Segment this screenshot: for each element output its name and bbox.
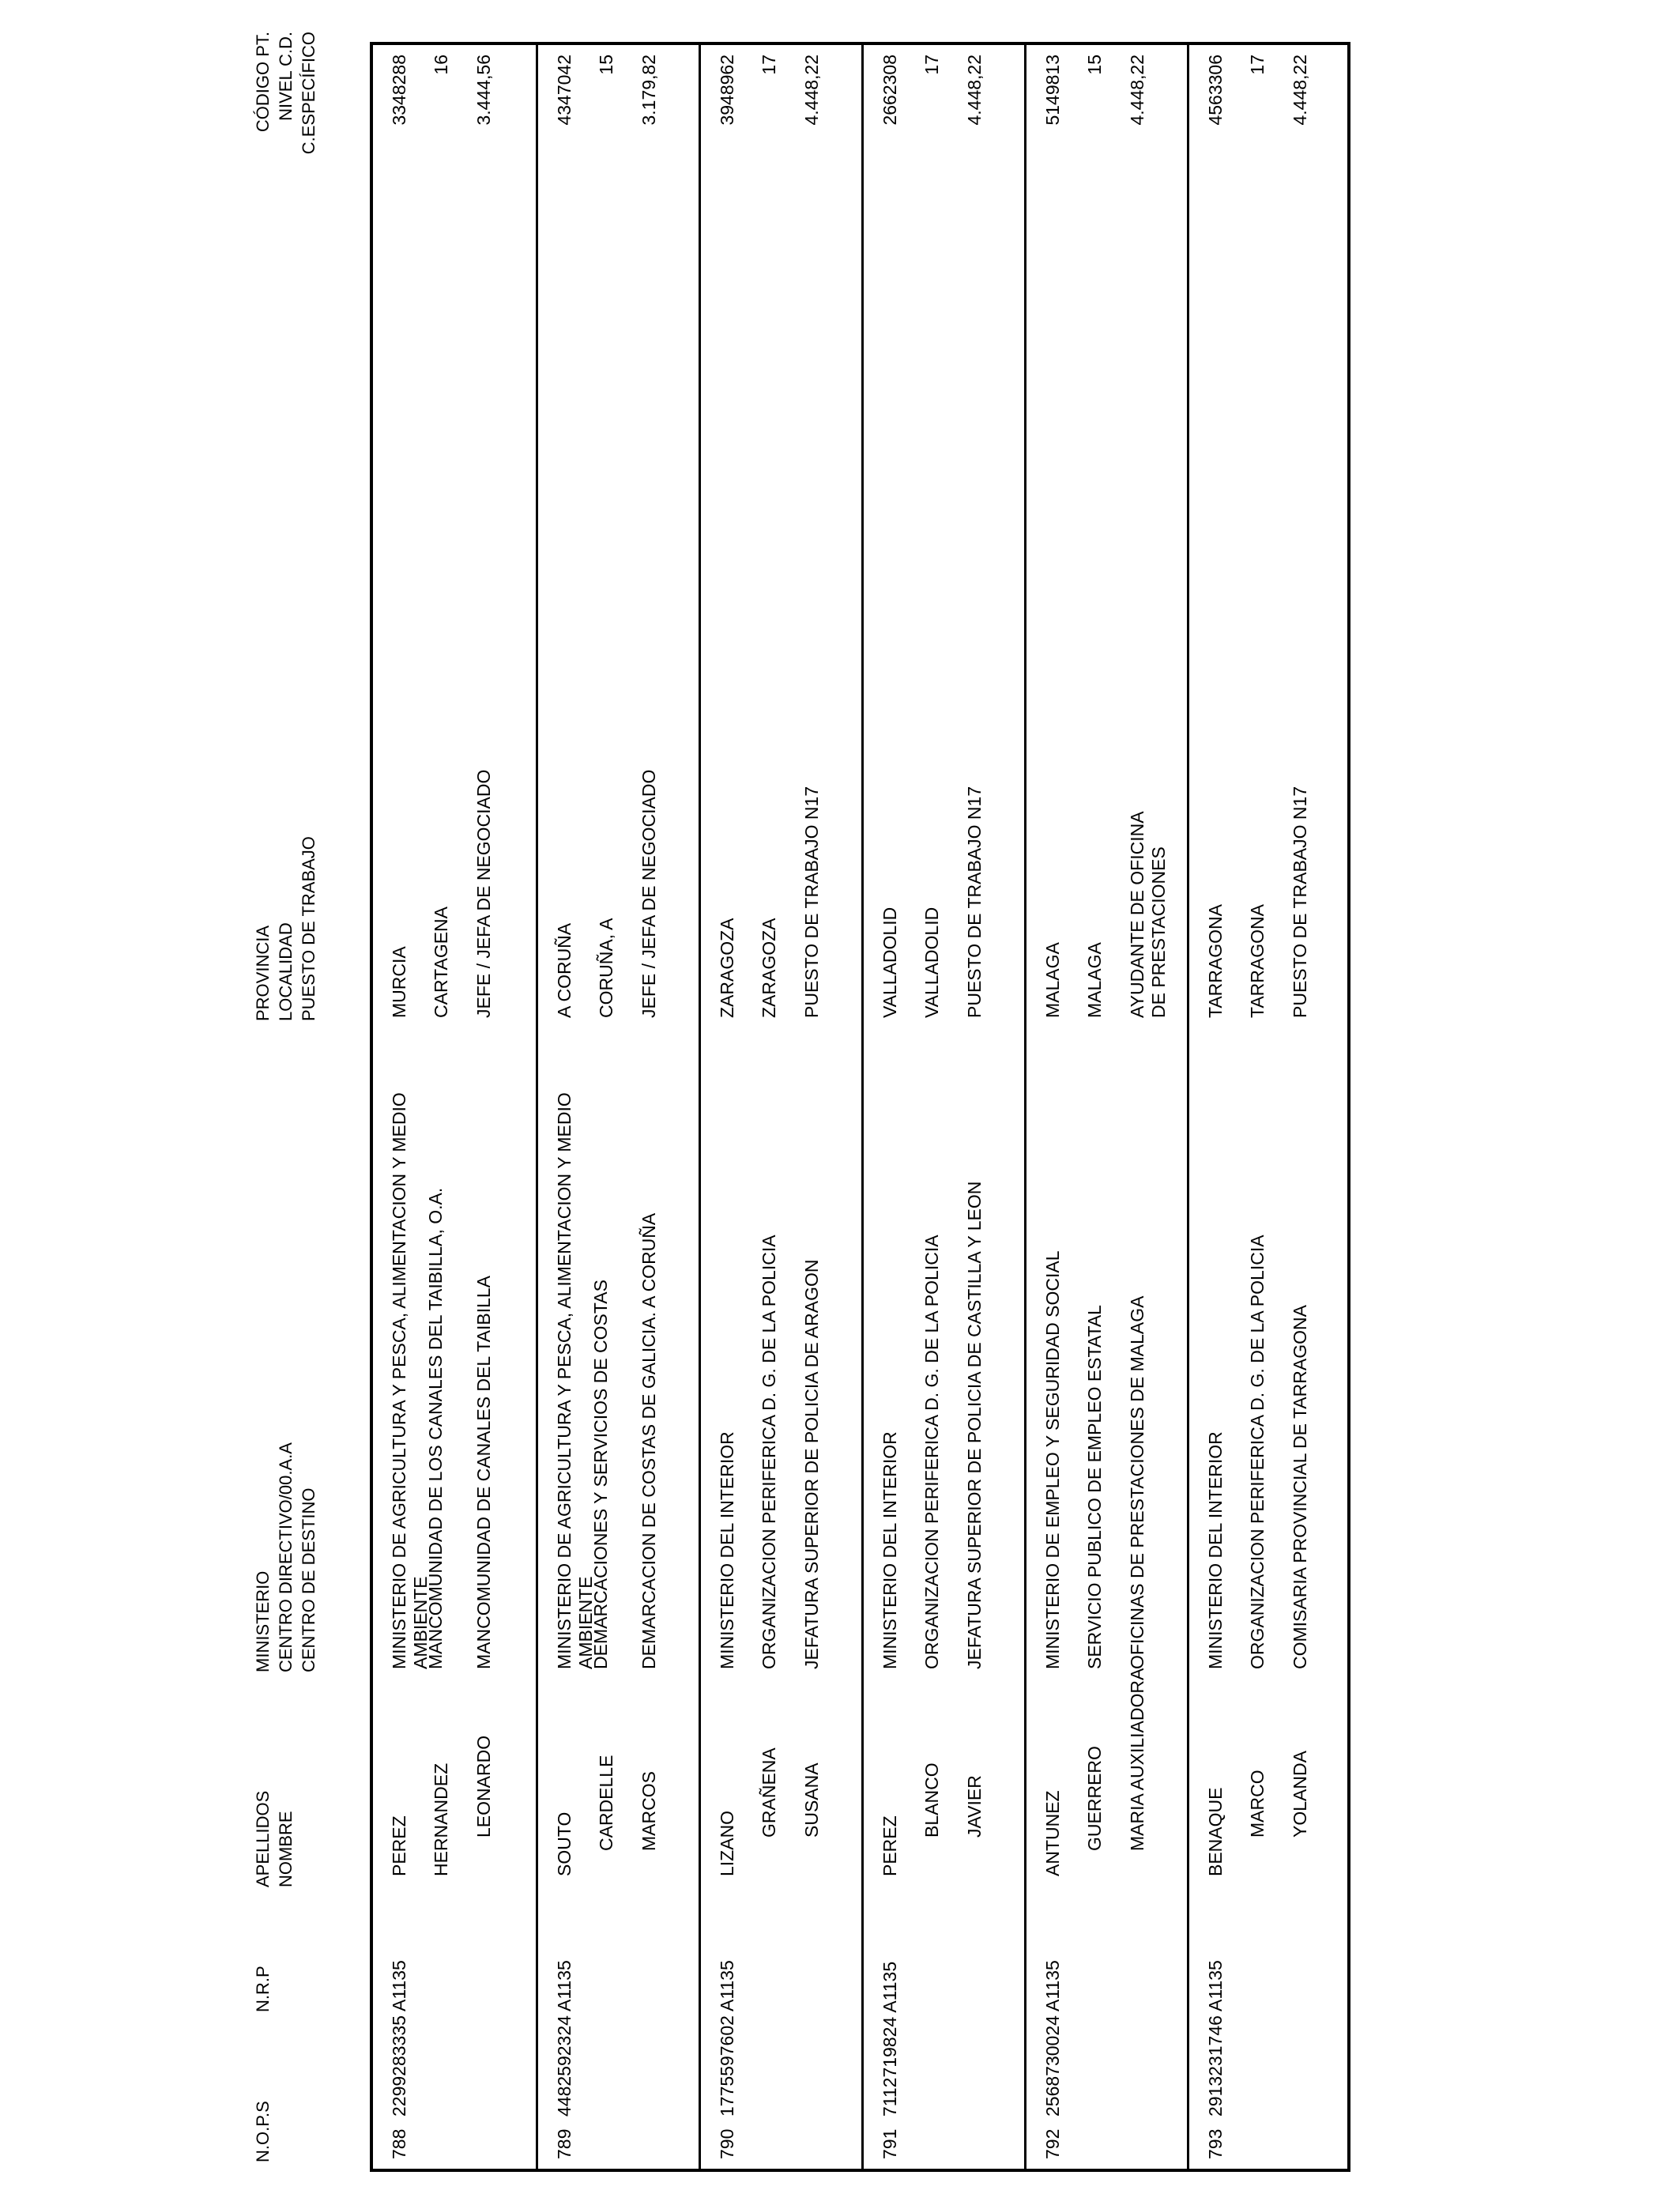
record-centro-destino: JEFATURA SUPERIOR DE POLICIA DE ARAGON <box>801 1259 822 1669</box>
record-centro-directivo: ORGANIZACION PERIFERICA D. G. DE LA POLICIA <box>1247 1235 1268 1669</box>
record-centro-destino: JEFATURA SUPERIOR DE POLICIA DE CASTILLA Y LEON <box>964 1181 985 1669</box>
record-localidad: VALLADOLID <box>921 907 942 1018</box>
record-centro-directivo: DEMARCACIONES Y SERVICIOS DE COSTAS <box>590 1280 611 1669</box>
record-puesto: PUESTO DE TRABAJO N17 <box>1290 786 1310 1018</box>
record-centro-directivo: ORGANIZACION PERIFERICA D. G. DE LA POLICIA <box>921 1235 942 1669</box>
record-nops: 789 <box>554 2128 574 2159</box>
record-nops: 792 <box>1042 2128 1063 2159</box>
record-provincia: ZARAGOZA <box>717 918 737 1018</box>
record-localidad: ZARAGOZA <box>759 918 779 1018</box>
header-puesto-label: PUESTO DE TRABAJO <box>299 836 318 1021</box>
record-especifico: 4.448,22 <box>801 55 822 126</box>
record-ministerio: MINISTERIO DEL INTERIOR <box>1205 1431 1226 1669</box>
table-row <box>864 45 1024 2169</box>
record-puesto: PUESTO DE TRABAJO N17 <box>801 786 822 1018</box>
record-codigo: 4347042 <box>554 55 574 126</box>
record-especifico: 4.448,22 <box>1127 55 1147 126</box>
record-codigo: 5149813 <box>1042 55 1063 126</box>
record-apellido1: PEREZ <box>880 1815 900 1876</box>
record-ministerio: MINISTERIO DEL INTERIOR <box>880 1431 900 1669</box>
record-localidad: CORUÑA, A <box>596 918 616 1018</box>
record-nivel: 15 <box>596 55 616 75</box>
table-row <box>1026 45 1187 2169</box>
table-row <box>1189 45 1347 2169</box>
record-especifico: 4.448,22 <box>964 55 985 126</box>
record-especifico: 3.444,56 <box>473 55 494 126</box>
record-nrp: 1775597602 A1135 <box>717 1960 737 2117</box>
record-puesto: JEFE / JEFA DE NEGOCIADO <box>638 769 659 1018</box>
header-provincia <box>251 836 320 1021</box>
record-puesto: PUESTO DE TRABAJO N17 <box>964 786 985 1018</box>
record-nrp: 2913231746 A1135 <box>1205 1960 1226 2117</box>
record-puesto: AYUDANTE DE OFICINA DE PRESTACIONES <box>1127 812 1169 1018</box>
record-nops: 793 <box>1205 2128 1226 2159</box>
record-nombre: MARIA AUXILIADORA <box>1127 1668 1147 1851</box>
record-nrp: 2299283335 A1135 <box>389 1960 409 2117</box>
header-codigo-label: CÓDIGO PT. <box>253 32 273 133</box>
header-nivel-label: NIVEL C.D. <box>276 32 296 121</box>
header-localidad-label: LOCALIDAD <box>276 922 296 1021</box>
record-nops: 790 <box>717 2128 737 2159</box>
record-nombre: SUSANA <box>801 1762 822 1838</box>
record-provincia: A CORUÑA <box>554 922 574 1018</box>
record-localidad: MALAGA <box>1084 942 1105 1018</box>
record-apellido1: BENAQUE <box>1205 1787 1226 1876</box>
header-nrp-label: N.R.P <box>253 1966 273 2012</box>
record-nrp: 7112719824 A1135 <box>880 1961 900 2117</box>
header-nops-label: N.O.P.S <box>253 2101 273 2162</box>
record-apellido2: HERNANDEZ <box>431 1762 451 1876</box>
table-row <box>701 45 861 2169</box>
header-ministerio <box>251 1442 320 1672</box>
header-provincia-label: PROVINCIA <box>253 925 273 1021</box>
header-apellidos-nombre <box>251 1791 297 1887</box>
record-centro-destino: DEMARCACION DE COSTAS DE GALICIA. A CORUÑA <box>638 1212 659 1669</box>
record-apellido2: MARCO <box>1247 1770 1268 1838</box>
record-nombre: JAVIER <box>964 1775 985 1838</box>
record-centro-directivo: MANCOMUNIDAD DE LOS CANALES DEL TAIBILLA, O.A. <box>425 1187 446 1669</box>
record-nops: 788 <box>389 2128 409 2159</box>
record-codigo: 2662308 <box>880 55 900 126</box>
record-codigo: 3348288 <box>389 55 409 126</box>
header-centro-destino-label: CENTRO DE DESTINO <box>299 1487 318 1672</box>
record-nrp: 4482592324 A1135 <box>554 1960 574 2117</box>
record-apellido1: PEREZ <box>389 1815 409 1876</box>
record-nombre: YOLANDA <box>1290 1751 1310 1838</box>
record-nops: 791 <box>880 2128 900 2159</box>
record-apellido2: BLANCO <box>921 1762 942 1838</box>
record-centro-destino: OFICINAS DE PRESTACIONES DE MALAGA <box>1127 1295 1147 1669</box>
record-ministerio: MINISTERIO DE AGRICULTURA Y PESCA, ALIMENTACION Y MEDIO AMBIENTE <box>389 1092 431 1669</box>
record-nivel: 17 <box>921 55 942 75</box>
header-apellidos-label: APELLIDOS <box>253 1790 273 1887</box>
record-apellido2: CARDELLE <box>596 1755 616 1851</box>
header-nrp <box>251 1966 274 2012</box>
records-table <box>370 42 1350 2172</box>
header-centro-directivo-label: CENTRO DIRECTIVO/00.A.A <box>276 1442 296 1672</box>
table-row <box>373 45 536 2169</box>
record-apellido2: GRAÑENA <box>759 1747 779 1838</box>
record-apellido2: GUERRERO <box>1084 1746 1105 1851</box>
record-centro-directivo: SERVICIO PUBLICO DE EMPLEO ESTATAL <box>1084 1305 1105 1669</box>
record-nombre: MARCOS <box>638 1771 659 1851</box>
record-nombre: LEONARDO <box>473 1735 494 1838</box>
table-row <box>538 45 699 2169</box>
record-provincia: VALLADOLID <box>880 907 900 1018</box>
record-nivel: 15 <box>1084 55 1105 75</box>
record-localidad: CARTAGENA <box>431 906 451 1018</box>
record-ministerio: MINISTERIO DE AGRICULTURA Y PESCA, ALIMENTACION Y MEDIO AMBIENTE <box>554 1092 596 1669</box>
header-ministerio-label: MINISTERIO <box>253 1570 273 1672</box>
record-centro-directivo: ORGANIZACION PERIFERICA D. G. DE LA POLICIA <box>759 1235 779 1669</box>
record-apellido1: ANTUNEZ <box>1042 1790 1063 1876</box>
record-codigo: 3948962 <box>717 55 737 126</box>
record-nivel: 17 <box>759 55 779 75</box>
record-centro-destino: COMISARIA PROVINCIAL DE TARRAGONA <box>1290 1305 1310 1669</box>
record-ministerio: MINISTERIO DEL INTERIOR <box>717 1431 737 1669</box>
record-nivel: 17 <box>1247 55 1268 75</box>
record-nivel: 16 <box>431 55 451 75</box>
header-codigo <box>251 32 320 154</box>
record-especifico: 4.448,22 <box>1290 55 1310 126</box>
record-nrp: 2568730024 A1135 <box>1042 1960 1063 2117</box>
header-nombre-label: NOMBRE <box>276 1811 296 1887</box>
record-ministerio: MINISTERIO DE EMPLEO Y SEGURIDAD SOCIAL <box>1042 1250 1063 1669</box>
header-nops <box>251 2101 274 2162</box>
record-localidad: TARRAGONA <box>1247 904 1268 1018</box>
record-provincia: MALAGA <box>1042 942 1063 1018</box>
header-especifico-label: C.ESPECÍFICO <box>299 32 318 155</box>
record-provincia: MURCIA <box>389 946 409 1018</box>
record-codigo: 4563306 <box>1205 55 1226 126</box>
record-especifico: 3.179,82 <box>638 55 659 126</box>
record-centro-destino: MANCOMUNIDAD DE CANALES DEL TAIBILLA <box>473 1275 494 1669</box>
record-apellido1: LIZANO <box>717 1810 737 1876</box>
record-puesto: JEFE / JEFA DE NEGOCIADO <box>473 769 494 1018</box>
record-provincia: TARRAGONA <box>1205 904 1226 1018</box>
record-apellido1: SOUTO <box>554 1811 574 1876</box>
